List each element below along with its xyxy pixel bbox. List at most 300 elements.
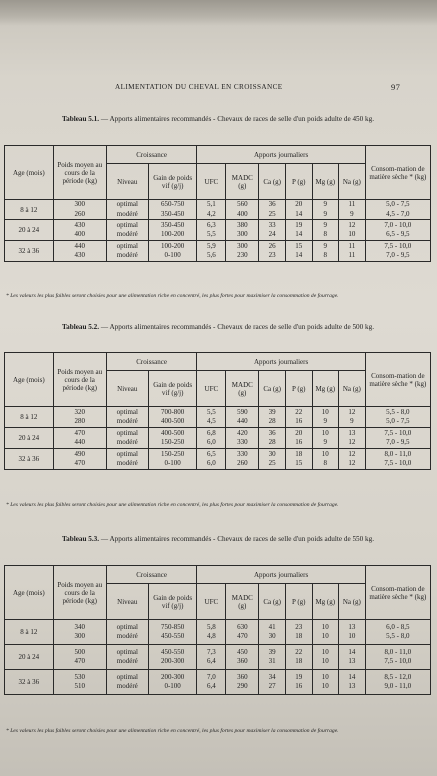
conso-value: 8,0 - 11,0: [384, 647, 412, 656]
niveau-value: optimal: [116, 241, 138, 250]
table-1-footnote: * Les valeurs les plus faibles seront choisies pour une alimentation riche en concentré, les plus fortes pour maximiser la consommation de fourrage.: [6, 293, 339, 299]
poids-value: 320: [74, 407, 85, 416]
p-cell: [285, 670, 312, 695]
na-value: 11: [348, 241, 356, 250]
header-poids: Poids moyen au cours de la période (kg): [53, 146, 106, 200]
niveau-value: optimal: [116, 672, 138, 681]
mg-cell: [312, 220, 339, 241]
conso-cell: [365, 220, 430, 241]
mg-cell: [312, 407, 339, 428]
gain-value: 350-450: [160, 209, 185, 218]
header-croissance: Croissance: [106, 566, 197, 584]
poids-cell: [53, 620, 106, 645]
header-age: Age (mois): [5, 146, 54, 200]
ufc-value: 7,3: [206, 647, 216, 656]
niveau-cell: [106, 449, 148, 470]
p-cell: [285, 200, 312, 220]
gain-value: 450-550: [160, 647, 185, 656]
madc-cell: [226, 428, 259, 449]
table-row: [5, 220, 431, 241]
ca-cell: [259, 200, 286, 220]
madc-value: 330: [237, 438, 248, 446]
p-value: 20: [295, 428, 303, 437]
ca-value: 39: [268, 647, 276, 656]
mg-cell: [312, 241, 339, 262]
madc-cell: [226, 241, 259, 262]
conso-value: 7,5 - 10,0: [384, 459, 412, 467]
header-gain: Gain de poids vif (g/j): [148, 164, 197, 200]
header-p: P (g): [285, 371, 312, 407]
table-3-footnote: * Les valeurs les plus faibles seront choisies pour une alimentation riche en concentré, les plus fortes pour maximiser la consommation de fourrage.: [6, 728, 339, 734]
header-madc: MADC (g): [226, 371, 259, 407]
na-value: 11: [348, 251, 356, 259]
page-top-shadow: [0, 0, 437, 26]
ufc-cell: [197, 620, 226, 645]
ca-value: 30: [268, 632, 276, 640]
na-value: 13: [348, 657, 356, 665]
table-row: [5, 200, 431, 220]
na-value: 12: [348, 220, 356, 229]
mg-value: 10: [321, 682, 329, 690]
ufc-value: 5,8: [206, 622, 216, 631]
conso-cell: [365, 645, 430, 670]
madc-value: 450: [237, 647, 248, 656]
na-value: 12: [348, 438, 356, 446]
p-value: 18: [295, 632, 303, 640]
header-poids: Poids moyen au cours de la période (kg): [53, 566, 106, 620]
table-1-caption: [8, 115, 428, 124]
ufc-value: 5,5: [206, 230, 216, 238]
table-2-caption-text: — Apports alimentaires recommandés - Chevaux de races de selle d'un poids adulte de 500 kg.: [100, 323, 375, 331]
p-cell: [285, 620, 312, 645]
conso-cell: [365, 407, 430, 428]
mg-value: 10: [321, 428, 329, 437]
na-value: 10: [348, 230, 356, 238]
table-2: [4, 352, 431, 470]
ufc-cell: [197, 407, 226, 428]
na-value: 12: [348, 449, 356, 458]
running-head: [0, 83, 437, 95]
age-cell: 20 à 24: [5, 645, 54, 670]
p-value: 16: [295, 438, 303, 446]
header-ufc: UFC: [197, 371, 226, 407]
gain-value: 450-550: [160, 632, 185, 640]
niveau-cell: [106, 407, 148, 428]
gain-cell: [148, 200, 197, 220]
header-croissance: Croissance: [106, 146, 197, 164]
gain-value: 0-100: [164, 459, 181, 467]
table-3-caption-text: — Apports alimentaires recommandés - Chevaux de races de selle d'un poids adulte de 550 kg.: [100, 535, 375, 543]
poids-value: 500: [74, 647, 85, 656]
header-madc: MADC (g): [226, 584, 259, 620]
mg-value: 10: [321, 632, 329, 640]
running-head-title: ALIMENTATION DU CHEVAL EN CROISSANCE: [115, 83, 283, 91]
header-poids: Poids moyen au cours de la période (kg): [53, 353, 106, 407]
na-value: 10: [348, 632, 356, 640]
na-cell: [339, 620, 366, 645]
conso-value: 8,5 - 12,0: [384, 672, 412, 681]
madc-value: 360: [237, 672, 248, 681]
table-row: [5, 428, 431, 449]
p-cell: [285, 407, 312, 428]
p-cell: [285, 428, 312, 449]
age-cell: 32 à 36: [5, 449, 54, 470]
ufc-cell: [197, 241, 226, 262]
header-niveau: Niveau: [106, 371, 148, 407]
madc-value: 230: [237, 251, 248, 259]
poids-value: 510: [74, 682, 85, 690]
poids-cell: [53, 407, 106, 428]
header-conso: Consom-mation de matière sèche * (kg): [365, 353, 430, 407]
conso-cell: [365, 200, 430, 220]
conso-value: 5,0 - 7,5: [386, 417, 410, 425]
poids-cell: [53, 645, 106, 670]
ca-value: 36: [268, 428, 276, 437]
niveau-cell: [106, 670, 148, 695]
ufc-cell: [197, 670, 226, 695]
header-gain: Gain de poids vif (g/j): [148, 371, 197, 407]
mg-value: 9: [323, 220, 328, 229]
na-cell: [339, 220, 366, 241]
gain-value: 700-800: [160, 407, 185, 416]
ca-cell: [259, 645, 286, 670]
poids-value: 470: [74, 657, 85, 665]
header-ufc: UFC: [197, 164, 226, 200]
table-1: [4, 145, 431, 262]
mg-cell: [312, 428, 339, 449]
ca-value: 33: [268, 220, 276, 229]
niveau-value: optimal: [116, 428, 138, 437]
ca-cell: [259, 428, 286, 449]
conso-value: 7,0 - 9,5: [386, 251, 410, 259]
poids-value: 300: [74, 632, 85, 640]
ca-value: 30: [268, 449, 276, 458]
ufc-value: 5,5: [206, 407, 216, 416]
age-cell: 8 à 12: [5, 200, 54, 220]
p-value: 20: [295, 200, 303, 208]
madc-cell: [226, 449, 259, 470]
madc-value: 300: [237, 230, 248, 238]
ca-value: 23: [268, 251, 276, 259]
niveau-cell: [106, 620, 148, 645]
mg-value: 10: [321, 672, 329, 681]
gain-cell: [148, 449, 197, 470]
p-value: 16: [295, 682, 303, 690]
gain-cell: [148, 220, 197, 241]
table-row: [5, 449, 431, 470]
madc-value: 590: [237, 407, 248, 416]
poids-value: 430: [74, 220, 85, 229]
table-2-footnote: * Les valeurs les plus faibles seront choisies pour une alimentation riche en concentré, les plus fortes pour maximiser la consommation de fourrage.: [6, 502, 339, 508]
ca-cell: [259, 220, 286, 241]
ufc-value: 6,8: [206, 428, 216, 437]
mg-value: 9: [323, 241, 328, 250]
madc-value: 420: [237, 428, 248, 437]
madc-value: 630: [237, 622, 248, 631]
niveau-value: modéré: [116, 682, 138, 690]
gain-value: 200-300: [160, 657, 185, 665]
na-value: 11: [348, 200, 356, 208]
niveau-value: modéré: [116, 459, 138, 467]
header-conso: Consom-mation de matière sèche * (kg): [365, 146, 430, 200]
ca-value: 39: [268, 407, 276, 416]
header-ufc: UFC: [197, 584, 226, 620]
header-age: Age (mois): [5, 353, 54, 407]
conso-value: 7,0 - 10,0: [384, 220, 412, 229]
header-gain: Gain de poids vif (g/j): [148, 584, 197, 620]
p-value: 18: [295, 449, 303, 458]
madc-value: 440: [237, 417, 248, 425]
conso-value: 8,0 - 11,0: [384, 449, 412, 458]
na-cell: [339, 670, 366, 695]
gain-cell: [148, 241, 197, 262]
ca-value: 25: [268, 459, 276, 467]
p-value: 16: [295, 417, 303, 425]
na-cell: [339, 241, 366, 262]
conso-value: 7,0 - 9,5: [386, 438, 410, 446]
conso-cell: [365, 449, 430, 470]
niveau-value: optimal: [116, 449, 138, 458]
poids-value: 300: [74, 200, 85, 208]
header-apports: Apports journaliers: [197, 353, 365, 371]
ufc-value: 4,8: [206, 632, 216, 640]
ca-cell: [259, 670, 286, 695]
conso-value: 5,5 - 8,0: [386, 632, 410, 640]
header-apports: Apports journaliers: [197, 566, 365, 584]
mg-value: 9: [323, 200, 328, 208]
gain-cell: [148, 407, 197, 428]
conso-value: 7,5 - 10,0: [384, 428, 412, 437]
poids-value: 400: [74, 230, 85, 238]
poids-value: 530: [74, 672, 85, 681]
niveau-cell: [106, 428, 148, 449]
na-value: 14: [348, 672, 356, 681]
ca-value: 31: [268, 657, 276, 665]
gain-value: 0-100: [164, 682, 181, 690]
ca-cell: [259, 449, 286, 470]
niveau-value: modéré: [116, 417, 138, 425]
p-cell: [285, 220, 312, 241]
ufc-cell: [197, 200, 226, 220]
madc-value: 290: [237, 682, 248, 690]
madc-cell: [226, 620, 259, 645]
ufc-value: 7,0: [206, 672, 216, 681]
na-cell: [339, 645, 366, 670]
mg-value: 9: [323, 209, 328, 218]
conso-value: 5,0 - 7,5: [386, 200, 410, 208]
table-3-caption: [8, 535, 428, 544]
poids-value: 440: [74, 438, 85, 446]
header-mg: Mg (g): [312, 371, 339, 407]
conso-value: 7,5 - 10,0: [384, 241, 412, 250]
na-value: 13: [348, 682, 356, 690]
mg-cell: [312, 449, 339, 470]
header-mg: Mg (g): [312, 164, 339, 200]
header-ca: Ca (g): [259, 371, 286, 407]
ca-value: 27: [268, 682, 276, 690]
mg-value: 8: [323, 459, 328, 467]
age-cell: 20 à 24: [5, 428, 54, 449]
p-value: 15: [295, 241, 303, 250]
ufc-value: 6,3: [206, 220, 216, 229]
age-cell: 8 à 12: [5, 407, 54, 428]
poids-value: 340: [74, 622, 85, 631]
niveau-value: modéré: [116, 251, 138, 259]
poids-cell: [53, 449, 106, 470]
niveau-value: optimal: [116, 647, 138, 656]
header-p: P (g): [285, 584, 312, 620]
mg-value: 10: [321, 657, 329, 665]
poids-value: 470: [74, 428, 85, 437]
ufc-value: 6,4: [206, 657, 216, 665]
madc-value: 330: [237, 449, 248, 458]
conso-value: 6,0 - 8,5: [386, 622, 410, 631]
ufc-value: 4,2: [206, 209, 216, 218]
niveau-value: modéré: [116, 230, 138, 238]
p-value: 19: [295, 220, 303, 229]
header-p: P (g): [285, 164, 312, 200]
mg-value: 9: [323, 438, 328, 446]
mg-value: 8: [323, 251, 328, 259]
gain-value: 200-300: [160, 672, 185, 681]
poids-cell: [53, 200, 106, 220]
header-age: Age (mois): [5, 566, 54, 620]
gain-value: 400-500: [160, 417, 185, 425]
gain-value: 650-750: [160, 200, 185, 208]
p-cell: [285, 241, 312, 262]
ufc-cell: [197, 220, 226, 241]
table-1-caption-text: — Apports alimentaires recommandés - Chevaux de races de selle d'un poids adulte de 450 kg.: [100, 115, 375, 123]
table-3: [4, 565, 431, 695]
table-row: [5, 407, 431, 428]
madc-value: 360: [237, 657, 248, 665]
gain-value: 350-450: [160, 220, 185, 229]
poids-value: 280: [74, 417, 85, 425]
gain-value: 100-200: [160, 230, 185, 238]
header-na: Na (g): [339, 584, 366, 620]
madc-cell: [226, 407, 259, 428]
table-2-label: Tableau 5.2.: [61, 323, 100, 331]
niveau-value: modéré: [116, 657, 138, 665]
p-value: 18: [295, 657, 303, 665]
table-row: [5, 241, 431, 262]
na-value: 12: [348, 407, 356, 416]
conso-value: 6,5 - 9,5: [386, 230, 410, 238]
niveau-value: optimal: [116, 407, 138, 416]
table-2-caption: [8, 323, 428, 332]
age-cell: 32 à 36: [5, 241, 54, 262]
ufc-value: 5,9: [206, 241, 216, 250]
poids-cell: [53, 220, 106, 241]
table-row: [5, 645, 431, 670]
na-value: 13: [348, 428, 356, 437]
ufc-cell: [197, 449, 226, 470]
ca-value: 34: [268, 672, 276, 681]
header-ca: Ca (g): [259, 584, 286, 620]
na-value: 13: [348, 622, 356, 631]
mg-value: 9: [323, 417, 328, 425]
na-value: 9: [350, 417, 354, 425]
p-value: 22: [295, 647, 303, 656]
ca-value: 25: [268, 209, 276, 218]
page-number: 97: [391, 82, 401, 92]
p-cell: [285, 449, 312, 470]
ufc-value: 5,6: [206, 251, 216, 259]
madc-value: 380: [237, 220, 248, 229]
mg-value: 10: [321, 449, 329, 458]
niveau-value: optimal: [116, 200, 138, 208]
header-niveau: Niveau: [106, 164, 148, 200]
p-value: 22: [295, 407, 303, 416]
ca-value: 36: [268, 200, 276, 208]
p-value: 14: [295, 209, 303, 218]
madc-value: 560: [237, 200, 248, 208]
header-na: Na (g): [339, 164, 366, 200]
p-value: 15: [295, 459, 303, 467]
mg-value: 8: [323, 230, 328, 238]
gain-value: 400-500: [160, 428, 185, 437]
conso-value: 9,0 - 11,0: [384, 682, 412, 690]
mg-cell: [312, 670, 339, 695]
niveau-cell: [106, 241, 148, 262]
ca-cell: [259, 241, 286, 262]
p-value: 14: [295, 251, 303, 259]
conso-value: 7,5 - 10,0: [384, 657, 412, 665]
poids-value: 260: [74, 209, 85, 218]
mg-value: 10: [321, 407, 329, 416]
ca-cell: [259, 620, 286, 645]
niveau-value: modéré: [116, 632, 138, 640]
gain-cell: [148, 670, 197, 695]
table-row: [5, 620, 431, 645]
na-cell: [339, 428, 366, 449]
table-3-label: Tableau 5.3.: [61, 535, 100, 543]
p-cell: [285, 645, 312, 670]
madc-cell: [226, 220, 259, 241]
ufc-value: 6,4: [206, 682, 216, 690]
table-1-label: Tableau 5.1.: [61, 115, 100, 123]
gain-cell: [148, 620, 197, 645]
ca-value: 24: [268, 230, 276, 238]
ca-value: 41: [268, 622, 276, 631]
header-madc: MADC (g): [226, 164, 259, 200]
madc-cell: [226, 645, 259, 670]
gain-cell: [148, 645, 197, 670]
na-cell: [339, 407, 366, 428]
ca-value: 26: [268, 241, 276, 250]
table-row: [5, 670, 431, 695]
niveau-value: optimal: [116, 220, 138, 229]
header-na: Na (g): [339, 371, 366, 407]
ufc-value: 4,5: [206, 417, 216, 425]
ufc-value: 6,0: [206, 438, 216, 446]
gain-cell: [148, 428, 197, 449]
madc-cell: [226, 670, 259, 695]
p-value: 23: [295, 622, 303, 631]
poids-value: 430: [74, 251, 85, 259]
ufc-cell: [197, 645, 226, 670]
na-cell: [339, 200, 366, 220]
conso-cell: [365, 620, 430, 645]
mg-value: 10: [321, 622, 329, 631]
madc-value: 260: [237, 459, 248, 467]
ca-cell: [259, 407, 286, 428]
niveau-value: optimal: [116, 622, 138, 631]
na-value: 9: [350, 209, 354, 218]
niveau-value: modéré: [116, 209, 138, 218]
ufc-value: 6,5: [206, 449, 216, 458]
ufc-value: 5,1: [206, 200, 216, 208]
